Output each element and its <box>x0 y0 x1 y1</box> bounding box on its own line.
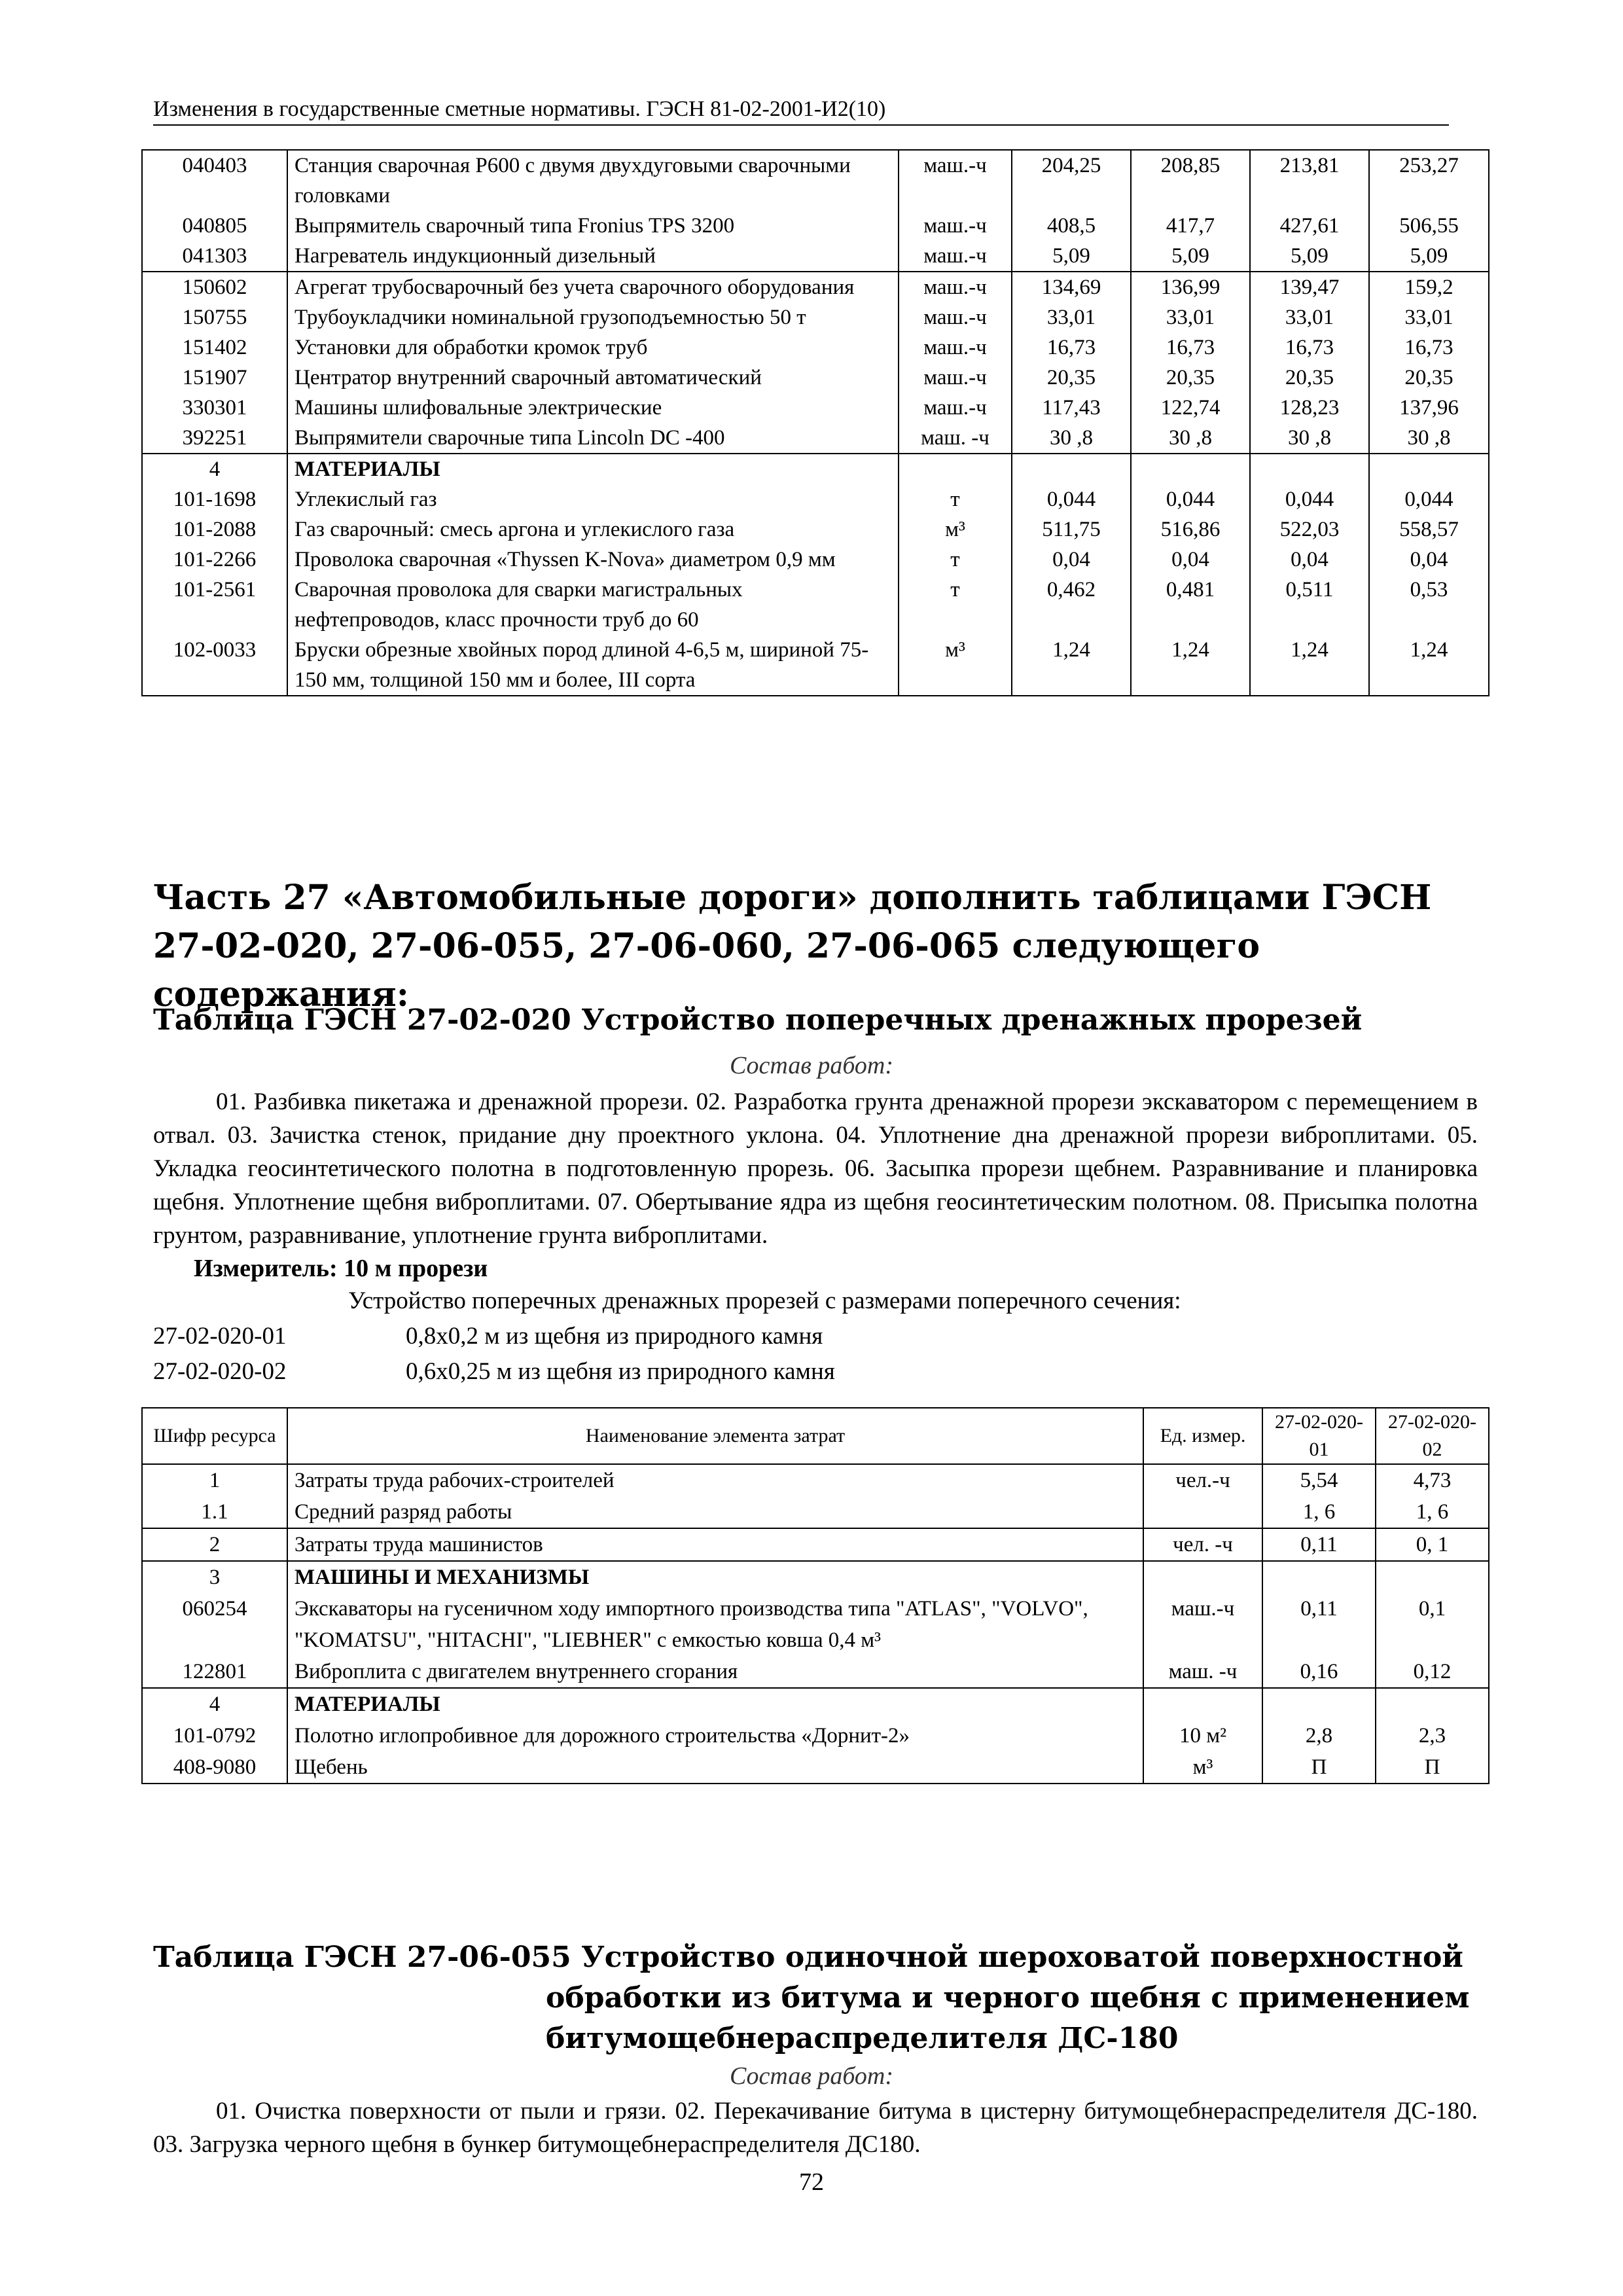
value-cell: 16,73 <box>1369 332 1489 363</box>
value-cell: 0,04 <box>1131 545 1250 575</box>
value-cell: 516,86 <box>1131 514 1250 545</box>
value-cell: 20,35 <box>1012 363 1131 393</box>
value-cell: 0,53 <box>1369 575 1489 635</box>
value-cell: П <box>1262 1751 1376 1784</box>
resource-name: Углекислый газ <box>287 484 899 514</box>
resource-name: МАТЕРИАЛЫ <box>287 1688 1143 1720</box>
resource-name: Сварочная проволока для сварки магистральных нефтепроводов, класс прочности труб до 60 <box>287 575 899 635</box>
value-cell: 16,73 <box>1012 332 1131 363</box>
resource-code: 101-2088 <box>142 514 287 545</box>
resource-code: 150602 <box>142 272 287 302</box>
table-row <box>142 1496 1489 1528</box>
table-row <box>142 514 1489 545</box>
resource-code: 101-1698 <box>142 484 287 514</box>
value-cell: 213,81 <box>1250 150 1369 211</box>
resource-code: 040805 <box>142 211 287 241</box>
value-cell: 1,24 <box>1369 635 1489 696</box>
table-row <box>142 302 1489 332</box>
value-cell: 2,3 <box>1376 1720 1489 1751</box>
table-row <box>142 150 1489 211</box>
resource-code: 150755 <box>142 302 287 332</box>
value-cell: 1, 6 <box>1376 1496 1489 1528</box>
resource-code: 101-2561 <box>142 575 287 635</box>
resource-code: 408-9080 <box>142 1751 287 1784</box>
value-cell: 208,85 <box>1131 150 1250 211</box>
table-title: Таблица ГЭСН 27-02-020 Устройство поперечных дренажных прорезей <box>153 1003 1363 1037</box>
value-cell <box>1262 1688 1376 1720</box>
resource-code: 1.1 <box>142 1496 287 1528</box>
table-row <box>142 1751 1489 1784</box>
column-header: 27-02-020-01 <box>1262 1408 1376 1464</box>
value-cell: 16,73 <box>1131 332 1250 363</box>
resource-name: Выпрямитель сварочный типа Fronius TPS 3200 <box>287 211 899 241</box>
value-cell: 5,09 <box>1250 241 1369 272</box>
unit-cell: маш.-ч <box>899 211 1012 241</box>
resource-name: Агрегат трубосварочный без учета сварочного оборудования <box>287 272 899 302</box>
value-cell: 1,24 <box>1131 635 1250 696</box>
value-cell: 20,35 <box>1250 363 1369 393</box>
value-cell: 0,462 <box>1012 575 1131 635</box>
value-cell: 5,09 <box>1369 241 1489 272</box>
value-cell: 2,8 <box>1262 1720 1376 1751</box>
resource-code: 151907 <box>142 363 287 393</box>
value-cell: 137,96 <box>1369 393 1489 423</box>
table-row <box>142 423 1489 454</box>
value-cell: 0,044 <box>1012 484 1131 514</box>
value-cell: 33,01 <box>1250 302 1369 332</box>
resource-name: Щебень <box>287 1751 1143 1784</box>
column-header: 27-02-020-02 <box>1376 1408 1489 1464</box>
table-row <box>142 211 1489 241</box>
table-row <box>142 1656 1489 1688</box>
value-cell: 5,09 <box>1131 241 1250 272</box>
value-cell: 0,04 <box>1369 545 1489 575</box>
value-cell: 30 ,8 <box>1250 423 1369 454</box>
value-cell: 0,12 <box>1376 1656 1489 1688</box>
value-cell: 0,481 <box>1131 575 1250 635</box>
norm-code: 27-02-020-01 <box>153 1323 287 1350</box>
resource-name: Затраты труда машинистов <box>287 1528 1143 1561</box>
table-title: Таблица ГЭСН 27-06-055 Устройство одиночной шероховатой поверхностной <box>153 1941 1463 1974</box>
table-row <box>142 363 1489 393</box>
resource-name: Полотно иглопробивное для дорожного строительства «Дорнит-2» <box>287 1720 1143 1751</box>
works-label: Состав работ: <box>729 2062 894 2090</box>
norm-code: 27-02-020-02 <box>153 1358 287 1385</box>
value-cell: 30 ,8 <box>1131 423 1250 454</box>
value-cell: 30 ,8 <box>1369 423 1489 454</box>
unit-cell: т <box>899 484 1012 514</box>
column-header: Ед. измер. <box>1143 1408 1262 1464</box>
resource-name: Затраты труда рабочих-строителей <box>287 1464 1143 1496</box>
table-row <box>142 1720 1489 1751</box>
unit-cell: м³ <box>899 635 1012 696</box>
value-cell: 0,16 <box>1262 1656 1376 1688</box>
machines-materials-table <box>141 149 1489 696</box>
value-cell: 122,74 <box>1131 393 1250 423</box>
unit-cell: 10 м² <box>1143 1720 1262 1751</box>
unit-cell: маш.-ч <box>899 302 1012 332</box>
table-row <box>142 484 1489 514</box>
table-row <box>142 393 1489 423</box>
table-title-continued: битумощебнераспределителя ДС-180 <box>546 2022 1179 2055</box>
unit-cell: маш.-ч <box>899 272 1012 302</box>
value-cell: 417,7 <box>1131 211 1250 241</box>
resource-name: Трубоукладчики номинальной грузоподъемностью 50 т <box>287 302 899 332</box>
resource-name: Установки для обработки кромок труб <box>287 332 899 363</box>
value-cell: 20,35 <box>1131 363 1250 393</box>
unit-cell: маш.-ч <box>1143 1593 1262 1656</box>
value-cell: 522,03 <box>1250 514 1369 545</box>
table-row <box>142 1561 1489 1593</box>
resource-name: Виброплита с двигателем внутреннего сгорания <box>287 1656 1143 1688</box>
resource-name: Бруски обрезные хвойных пород длиной 4-6,5 м, шириной 75-150 мм, толщиной 150 мм и более, III сорта <box>287 635 899 696</box>
resource-name: Станция сварочная Р600 с двумя двухдуговыми сварочными головками <box>287 150 899 211</box>
unit-cell <box>899 454 1012 484</box>
value-cell <box>1262 1561 1376 1593</box>
page-number: 72 <box>799 2168 824 2196</box>
table-row <box>142 272 1489 302</box>
resource-code: 101-2266 <box>142 545 287 575</box>
value-cell: 204,25 <box>1012 150 1131 211</box>
resource-code: 060254 <box>142 1593 287 1656</box>
resource-code: 041303 <box>142 241 287 272</box>
resource-name: Экскаваторы на гусеничном ходу импортного производства типа "ATLAS", "VOLVO", "KOMATSU", "HITACHI", "LIEBHER" с емкостью ковша 0,4 м³ <box>287 1593 1143 1656</box>
value-cell: 0,11 <box>1262 1593 1376 1656</box>
value-cell <box>1376 1688 1489 1720</box>
column-header: Наименование элемента затрат <box>287 1408 1143 1464</box>
resource-name: МАТЕРИАЛЫ <box>287 454 899 484</box>
resource-code: 4 <box>142 454 287 484</box>
table-row <box>142 1464 1489 1496</box>
value-cell: 5,09 <box>1012 241 1131 272</box>
value-cell <box>1369 454 1489 484</box>
value-cell <box>1012 454 1131 484</box>
value-cell: 139,47 <box>1250 272 1369 302</box>
works-composition: 01. Разбивка пикетажа и дренажной прорези. 02. Разработка грунта дренажной прорези экскаватором с перемещением в отвал. 03. Зачистка стенок, придание дну проектного уклона. 04. Уплотнение дна дренажной прорези виброплитами. 05. Укладка геосинтетического полотна в подготовленную прорезь. 06. Засыпка прорези щебнем. Разравнивание и планировка щебня. Уплотнение щебня виброплитами. 07. Обертывание ядра из щебня геосинтетическим полотном. 08. Присыпка полотна грунтом, разравнивание, уплотнение грунта виброплитами. <box>153 1088 1478 1249</box>
unit-cell: м³ <box>1143 1751 1262 1784</box>
value-cell: 0,1 <box>1376 1593 1489 1656</box>
column-header: Шифр ресурса <box>142 1408 287 1464</box>
value-cell: 0,044 <box>1250 484 1369 514</box>
resource-name: Нагреватель индукционный дизельный <box>287 241 899 272</box>
value-cell: 0,04 <box>1012 545 1131 575</box>
unit-cell: м³ <box>899 514 1012 545</box>
value-cell: 128,23 <box>1250 393 1369 423</box>
value-cell: 1, 6 <box>1262 1496 1376 1528</box>
value-cell: 117,43 <box>1012 393 1131 423</box>
table-row <box>142 454 1489 484</box>
unit-cell: маш.-ч <box>899 363 1012 393</box>
unit-cell: маш.-ч <box>899 150 1012 211</box>
section-description: Устройство поперечных дренажных прорезей с размерами поперечного сечения: <box>348 1287 1181 1314</box>
unit-cell: маш. -ч <box>1143 1656 1262 1688</box>
value-cell: 33,01 <box>1012 302 1131 332</box>
resource-code: 122801 <box>142 1656 287 1688</box>
value-cell: 408,5 <box>1012 211 1131 241</box>
works-label: Состав работ: <box>729 1052 894 1079</box>
resource-code: 102-0033 <box>142 635 287 696</box>
value-cell <box>1250 454 1369 484</box>
measure-unit: Измеритель: 10 м прорези <box>194 1255 488 1282</box>
value-cell: 134,69 <box>1012 272 1131 302</box>
value-cell: 5,54 <box>1262 1464 1376 1496</box>
unit-cell: чел.-ч <box>1143 1464 1262 1496</box>
resource-code: 4 <box>142 1688 287 1720</box>
resource-name: Центратор внутренний сварочный автоматический <box>287 363 899 393</box>
value-cell <box>1131 454 1250 484</box>
value-cell: 506,55 <box>1369 211 1489 241</box>
value-cell: 0, 1 <box>1376 1528 1489 1561</box>
value-cell: П <box>1376 1751 1489 1784</box>
unit-cell: маш.-ч <box>899 332 1012 363</box>
value-cell: 16,73 <box>1250 332 1369 363</box>
table-row <box>142 1688 1489 1720</box>
table-row <box>142 241 1489 272</box>
value-cell: 159,2 <box>1369 272 1489 302</box>
unit-cell <box>1143 1561 1262 1593</box>
resource-code: 101-0792 <box>142 1720 287 1751</box>
unit-cell <box>1143 1688 1262 1720</box>
value-cell: 558,57 <box>1369 514 1489 545</box>
value-cell: 33,01 <box>1131 302 1250 332</box>
value-cell: 511,75 <box>1012 514 1131 545</box>
value-cell <box>1376 1561 1489 1593</box>
unit-cell: маш. -ч <box>899 423 1012 454</box>
unit-cell: маш.-ч <box>899 241 1012 272</box>
resource-name: МАШИНЫ И МЕХАНИЗМЫ <box>287 1561 1143 1593</box>
table-row <box>142 545 1489 575</box>
resource-name: Газ сварочный: смесь аргона и углекислого газа <box>287 514 899 545</box>
unit-cell <box>1143 1496 1262 1528</box>
resource-code: 330301 <box>142 393 287 423</box>
value-cell: 20,35 <box>1369 363 1489 393</box>
value-cell: 427,61 <box>1250 211 1369 241</box>
resource-code: 2 <box>142 1528 287 1561</box>
table-row <box>142 1528 1489 1561</box>
value-cell: 4,73 <box>1376 1464 1489 1496</box>
table-row <box>142 635 1489 696</box>
value-cell: 0,044 <box>1131 484 1250 514</box>
value-cell: 1,24 <box>1250 635 1369 696</box>
norm-description: 0,8х0,2 м из щебня из природного камня <box>406 1323 823 1350</box>
unit-cell: т <box>899 545 1012 575</box>
table-row <box>142 332 1489 363</box>
resource-name: Проволока сварочная «Thyssen K-Nova» диаметром 0,9 мм <box>287 545 899 575</box>
value-cell: 30 ,8 <box>1012 423 1131 454</box>
value-cell: 0,04 <box>1250 545 1369 575</box>
unit-cell: т <box>899 575 1012 635</box>
value-cell: 0,11 <box>1262 1528 1376 1561</box>
resource-code: 040403 <box>142 150 287 211</box>
value-cell: 253,27 <box>1369 150 1489 211</box>
value-cell: 33,01 <box>1369 302 1489 332</box>
norm-description: 0,6х0,25 м из щебня из природного камня <box>406 1358 835 1385</box>
unit-cell: чел. -ч <box>1143 1528 1262 1561</box>
resource-name: Средний разряд работы <box>287 1496 1143 1528</box>
value-cell: 1,24 <box>1012 635 1131 696</box>
resource-name: Выпрямители сварочные типа Lincoln DC -400 <box>287 423 899 454</box>
works-composition: 01. Очистка поверхности от пыли и грязи. 02. Перекачивание битума в цистерну битумощебнераспределителя ДС-180. 03. Загрузка черного щебня в бункер битумощебнераспределителя ДС180. <box>153 2098 1478 2158</box>
resource-code: 151402 <box>142 332 287 363</box>
table-row <box>142 575 1489 635</box>
running-header: Изменения в государственные сметные нормативы. ГЭСН 81-02-2001-И2(10) <box>153 97 1449 126</box>
value-cell: 0,511 <box>1250 575 1369 635</box>
resource-code: 1 <box>142 1464 287 1496</box>
value-cell: 136,99 <box>1131 272 1250 302</box>
resource-code: 3 <box>142 1561 287 1593</box>
table-row <box>142 1593 1489 1656</box>
table-title-continued: обработки из битума и черного щебня с применением <box>546 1981 1470 2015</box>
resource-name: Машины шлифовальные электрические <box>287 393 899 423</box>
resource-code: 392251 <box>142 423 287 454</box>
resource-table <box>141 1407 1489 1784</box>
unit-cell: маш.-ч <box>899 393 1012 423</box>
value-cell: 0,044 <box>1369 484 1489 514</box>
part-heading: Часть 27 «Автомобильные дороги» дополнить таблицами ГЭСН 27-02-020, 27-06-055, 27-06-060, 27-06-065 следующего содержания: <box>153 878 1432 1014</box>
